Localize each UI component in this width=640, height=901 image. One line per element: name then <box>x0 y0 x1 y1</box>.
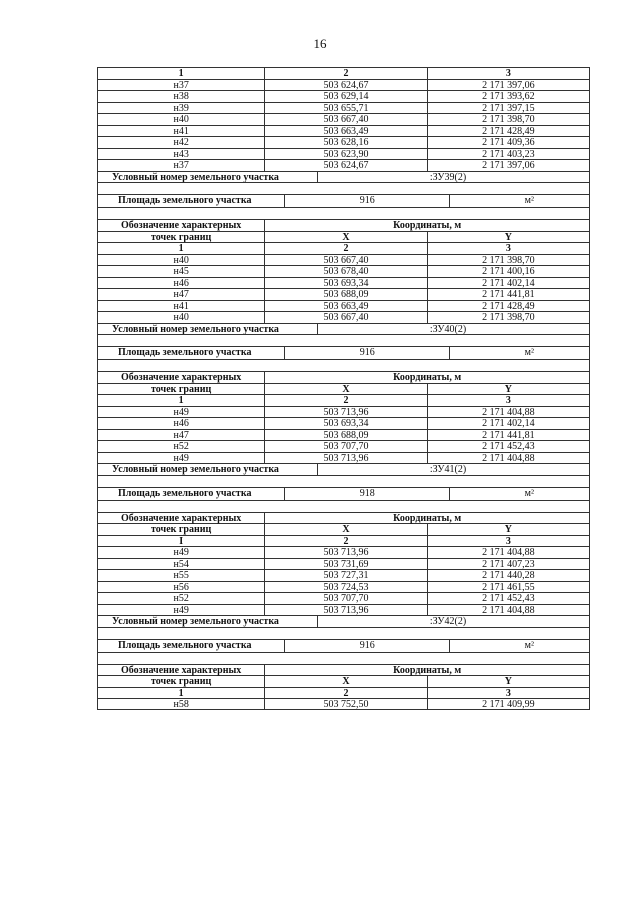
x-value: 503 667,40 <box>265 114 427 125</box>
page-number: 16 <box>313 36 327 51</box>
point-name: н43 <box>98 149 265 160</box>
spacer-row <box>97 475 590 487</box>
cadastral-number-value: :ЗУ41(2) <box>429 464 467 475</box>
y-value: 3 <box>505 68 511 79</box>
point-name: н47 <box>98 430 265 441</box>
column-numbers-row <box>97 687 590 699</box>
table-row <box>97 254 590 266</box>
point-name: н49 <box>98 605 265 616</box>
cadastral-number-value: :ЗУ42(2) <box>429 616 467 627</box>
point-name: н56 <box>98 582 265 593</box>
header-row <box>97 664 590 676</box>
point-name: н52 <box>98 441 265 452</box>
table-row <box>97 265 590 277</box>
y-value: Y <box>504 676 512 687</box>
x-value: 2 <box>265 243 427 254</box>
x-value: 503 655,71 <box>265 103 427 114</box>
header-row <box>97 219 590 231</box>
y-value: 2 171 393,62 <box>482 91 535 102</box>
point-name: н54 <box>98 559 265 570</box>
table-row <box>97 558 590 570</box>
point-name: н40 <box>98 312 265 323</box>
cadastral-number-row <box>97 171 590 183</box>
cadastral-number-label: Условный номер земельного участка <box>98 616 318 627</box>
x-value: 503 731,69 <box>265 559 427 570</box>
y-value: 2 171 452,43 <box>482 593 535 604</box>
y-value: Y <box>504 231 512 242</box>
cadastral-number-value: :ЗУ39(2) <box>429 171 467 182</box>
cadastral-number-label: Условный номер земельного участка <box>98 464 318 475</box>
area-value: 916 <box>285 195 450 207</box>
y-value: 2 171 402,14 <box>482 277 535 288</box>
coordinates-header-label: Координаты, м <box>393 664 462 676</box>
y-value: 2 171 403,23 <box>482 148 535 159</box>
table-row <box>97 136 590 148</box>
column-numbers-row <box>97 535 590 547</box>
coordinates-header-label: Координаты, м <box>393 512 462 524</box>
coordinates-header-label: Координаты, м <box>393 220 462 231</box>
x-value: 2 <box>265 688 427 699</box>
y-value: Y <box>504 383 512 394</box>
header-row <box>97 371 590 383</box>
x-value: 503 724,53 <box>265 582 427 593</box>
cadastral-number-label: Условный номер земельного участка <box>98 324 318 335</box>
x-value: 503 713,96 <box>265 605 427 616</box>
coordinates-header-label: Координаты, м <box>393 372 462 383</box>
axes-header-row <box>97 383 590 395</box>
x-value: 503 663,49 <box>265 126 427 137</box>
area-label: Площадь земельного участка <box>98 347 285 359</box>
point-name: н40 <box>98 114 265 125</box>
point-header-label: Обозначение характерных <box>98 372 265 383</box>
y-value: 3 <box>505 395 511 406</box>
x-value: 503 713,96 <box>265 407 427 418</box>
point-name: н52 <box>98 593 265 604</box>
point-name: н37 <box>98 160 265 171</box>
point-name: точек границ <box>98 524 265 535</box>
area-value: 916 <box>285 347 450 359</box>
table-row <box>97 546 590 558</box>
point-name: точек границ <box>98 384 265 395</box>
point-name: н41 <box>98 301 265 312</box>
spacer-row <box>97 500 590 512</box>
x-value: 503 713,96 <box>265 547 427 558</box>
table-row <box>97 417 590 429</box>
table-row <box>97 288 590 300</box>
area-unit: м² <box>524 639 534 651</box>
x-value: 503 624,67 <box>265 80 427 91</box>
area-label: Площадь земельного участка <box>98 488 285 500</box>
x-value: 503 727,31 <box>265 570 427 581</box>
y-value: 2 171 402,14 <box>482 418 535 429</box>
point-name: н42 <box>98 137 265 148</box>
point-name: н40 <box>98 255 265 266</box>
cadastral-number-row <box>97 323 590 335</box>
x-value: X <box>265 384 427 395</box>
area-value: 916 <box>285 640 450 652</box>
table-row <box>97 300 590 312</box>
point-name: н38 <box>98 91 265 102</box>
y-value: 2 171 441,81 <box>482 289 535 300</box>
point-name: н41 <box>98 126 265 137</box>
x-value: 2 <box>265 68 427 79</box>
x-value: 503 624,67 <box>265 160 427 171</box>
table-row <box>97 311 590 323</box>
cadastral-number-row <box>97 615 590 627</box>
area-label: Площадь земельного участка <box>98 195 285 207</box>
cadastral-number-label: Условный номер земельного участка <box>98 172 318 183</box>
y-value: 2 171 409,99 <box>482 699 535 709</box>
y-value: 2 171 400,16 <box>482 266 535 277</box>
spacer-row <box>97 652 590 664</box>
y-value: 2 171 407,23 <box>482 558 535 569</box>
point-header-label: Обозначение характерных <box>98 220 265 231</box>
table-row <box>97 148 590 160</box>
column-numbers-row <box>97 394 590 406</box>
x-value: 503 667,40 <box>265 255 427 266</box>
area-unit: м² <box>524 195 534 206</box>
column-numbers-row <box>97 242 590 254</box>
y-value: 2 171 428,49 <box>482 300 535 311</box>
x-value: X <box>265 676 427 687</box>
y-value: 2 171 404,88 <box>482 604 535 615</box>
x-value: X <box>265 524 427 535</box>
area-unit: м² <box>524 347 534 358</box>
table-row <box>97 79 590 91</box>
y-value: 3 <box>505 687 511 698</box>
x-value: 503 707,70 <box>265 441 427 452</box>
x-value: 503 663,49 <box>265 301 427 312</box>
y-value: 2 171 440,28 <box>482 570 535 581</box>
coordinates-table <box>97 67 590 710</box>
area-value: 918 <box>285 488 450 500</box>
area-row <box>97 346 590 359</box>
y-value: 2 171 397,06 <box>482 79 535 90</box>
point-name: н49 <box>98 407 265 418</box>
spacer-row <box>97 334 590 346</box>
y-value: Y <box>504 524 512 535</box>
y-value: 2 171 428,49 <box>482 125 535 136</box>
point-header-label: Обозначение характерных <box>98 513 265 524</box>
table-row <box>97 581 590 593</box>
x-value: 503 693,34 <box>265 278 427 289</box>
x-value: 503 629,14 <box>265 91 427 102</box>
x-value: 503 628,16 <box>265 137 427 148</box>
y-value: 2 171 397,06 <box>482 160 535 171</box>
table-row <box>97 113 590 125</box>
y-value: 3 <box>505 535 511 546</box>
point-name: н45 <box>98 266 265 277</box>
point-name: н39 <box>98 103 265 114</box>
point-name: 1 <box>98 395 265 406</box>
x-value: 2 <box>265 395 427 406</box>
area-row <box>97 487 590 500</box>
point-name: точек границ <box>98 232 265 243</box>
table-row <box>97 452 590 464</box>
y-value: 2 171 398,70 <box>482 254 535 265</box>
x-value: 503 752,50 <box>265 699 427 709</box>
area-label: Площадь земельного участка <box>98 640 285 652</box>
y-value: 2 171 404,88 <box>482 547 535 558</box>
x-value: 503 667,40 <box>265 312 427 323</box>
y-value: 2 171 397,15 <box>482 102 535 113</box>
point-name: н55 <box>98 570 265 581</box>
point-name: н47 <box>98 289 265 300</box>
axes-header-row <box>97 675 590 687</box>
table-row <box>97 592 590 604</box>
spacer-row <box>97 359 590 371</box>
y-value: 2 171 398,70 <box>482 114 535 125</box>
table-row <box>97 125 590 137</box>
spacer-row <box>97 627 590 639</box>
point-header-label: Обозначение характерных <box>98 665 265 676</box>
table-row <box>97 698 590 710</box>
area-unit: м² <box>524 487 534 499</box>
y-value: 2 171 404,88 <box>482 406 535 417</box>
x-value: 503 693,34 <box>265 418 427 429</box>
point-name: I <box>98 536 265 547</box>
area-row <box>97 639 590 652</box>
y-value: 2 171 409,36 <box>482 137 535 148</box>
y-value: 2 171 452,43 <box>482 441 535 452</box>
x-value: X <box>265 232 427 243</box>
x-value: 503 678,40 <box>265 266 427 277</box>
column-numbers-row <box>97 67 590 79</box>
x-value: 503 713,96 <box>265 453 427 464</box>
table-row <box>97 406 590 418</box>
table-row <box>97 569 590 581</box>
table-row <box>97 440 590 452</box>
table-row <box>97 90 590 102</box>
table-row <box>97 429 590 441</box>
point-name: 1 <box>98 243 265 254</box>
x-value: 503 623,90 <box>265 149 427 160</box>
y-value: 2 171 404,88 <box>482 452 535 463</box>
point-name: н49 <box>98 453 265 464</box>
area-row <box>97 194 590 207</box>
cadastral-number-value: :ЗУ40(2) <box>429 323 467 334</box>
y-value: 2 171 461,55 <box>482 581 535 592</box>
y-value: 3 <box>505 243 511 254</box>
point-name: точек границ <box>98 676 265 687</box>
x-value: 503 707,70 <box>265 593 427 604</box>
axes-header-row <box>97 231 590 243</box>
header-row <box>97 512 590 524</box>
table-row <box>97 159 590 171</box>
spacer-row <box>97 182 590 194</box>
point-name: н58 <box>98 699 265 709</box>
point-name: 1 <box>98 688 265 699</box>
table-row <box>97 102 590 114</box>
point-name: 1 <box>98 68 265 79</box>
y-value: 2 171 398,70 <box>482 312 535 323</box>
cadastral-number-row <box>97 463 590 475</box>
table-row <box>97 604 590 616</box>
axes-header-row <box>97 523 590 535</box>
x-value: 503 688,09 <box>265 430 427 441</box>
point-name: н46 <box>98 278 265 289</box>
point-name: н46 <box>98 418 265 429</box>
y-value: 2 171 441,81 <box>482 429 535 440</box>
x-value: 503 688,09 <box>265 289 427 300</box>
table-row <box>97 277 590 289</box>
point-name: н37 <box>98 80 265 91</box>
spacer-row <box>97 207 590 219</box>
point-name: н49 <box>98 547 265 558</box>
x-value: 2 <box>265 536 427 547</box>
